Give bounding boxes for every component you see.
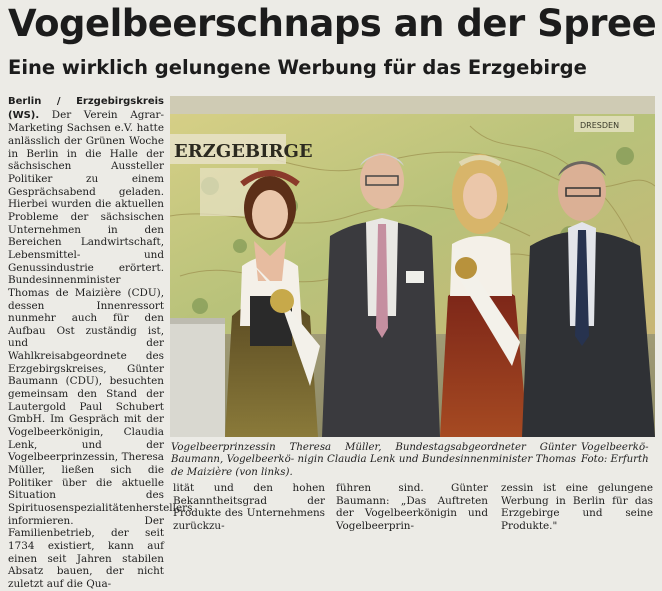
caption-credit-1: Vogelbeerkö- xyxy=(581,442,649,453)
caption-credit xyxy=(581,442,655,467)
article-photo xyxy=(170,96,655,437)
article-headline: Vogelbeerschnaps an der Spree xyxy=(8,2,657,45)
caption-text-1: Vogelbeerprinzessin Theresa Müller, Bundestagsabgeordneter Günter Baumann, Vogelbeerkö- xyxy=(171,442,576,466)
article-column-4: zessin ist eine gelungene Werbung in Berlin für das Erzgebirge und seine Produkte." xyxy=(501,482,653,532)
article-column-1 xyxy=(8,95,193,591)
article-column-3: führen sind. Günter Baumann: „Das Auftreten der Vogelbeerkönigin und Vogelbeerprin- xyxy=(336,482,488,532)
article-subheadline: Eine wirklich gelungene Werbung für das Erzgebirge xyxy=(8,56,587,79)
article-dateline: Berlin / Erzgebirgskreis (WS). xyxy=(8,96,164,121)
article-column-2: lität und den hohen Bekanntheitsgrad der Produkte des Unternehmens zurückzu- xyxy=(173,482,325,532)
article-column-1-text: Der Verein Agrar-Marketing Sachsen e.V. hatte anlässlich der Grünen Woche in Berlin in die Halle der sächsischen Aussteller Politiker zu einem Gesprächsabend geladen. Hierbei wurden die aktuellen Probleme der sächsischen Unternehmen in den Bereichen Landwirtschaft, Lebensmittel- und Genussindustrie erörtert. Bundesinnenminister Thomas de Maizière (CDU), dessen Innenressort nunmehr auch für den Aufbau Ost zuständig ist, und der Wahlkreisabgeordnete des Erzgebirgskreises, Günter Baumann (CDU), besuchten gemeinsam den Stand der Lautergold Paul Schubert GmbH. Im Gespräch mit der Vogelbeerkönigin, Claudia Lenk, und der Vogelbeerprinzessin, Theresa Müller, ließen sich die Politiker über die aktuelle Situation des Spirituosenspezialitätenherstellers informieren. Der Familienbetrieb, der seit 1734 existiert, kann auf einen seit Jahren stabilen Absatz bauen, der nicht zuletzt auf die Qua- xyxy=(8,108,193,590)
caption-text-2: nigin Claudia Lenk und Bundesinnenminister Thomas de Maizière (von links). xyxy=(171,454,577,478)
photo-illustration xyxy=(170,96,655,437)
caption-text xyxy=(171,442,576,479)
photo-credit: Foto: Erfurth xyxy=(581,454,649,466)
sign-erzgebirge: ERZGEBIRGE xyxy=(174,141,313,162)
map-label-dresden: DRESDEN xyxy=(580,121,620,130)
